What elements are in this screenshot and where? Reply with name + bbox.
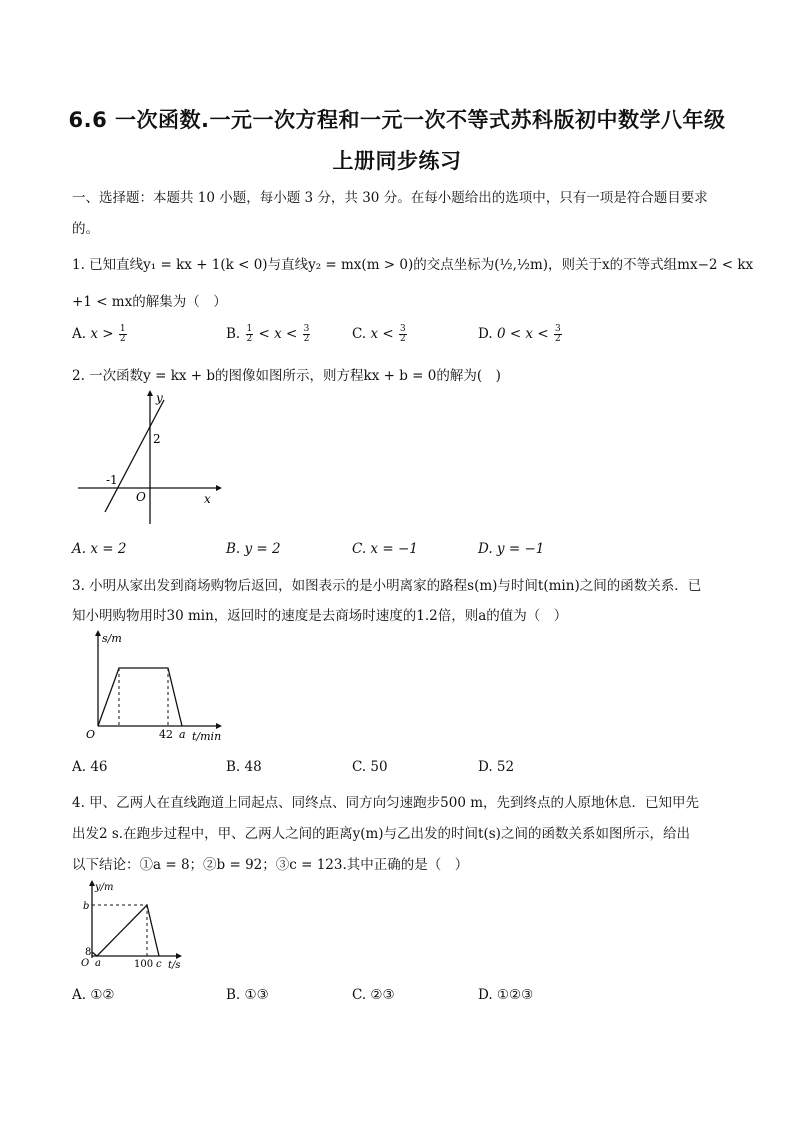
q4-stem-line2: 出发2 s.在跑步过程中，甲、乙两人之间的距离y(m)与乙出发的时间t(s)之间的函数关系如图所示，给出 (72, 826, 690, 842)
q4-100-label: 100 (134, 959, 154, 970)
q2-figure (72, 390, 222, 530)
q4-b-label: b (83, 901, 90, 912)
q1-option-b[interactable] (226, 325, 311, 344)
q3-option-b[interactable]: B. 48 (226, 759, 262, 775)
q2-option-a[interactable]: A. x = 2 (72, 541, 127, 557)
q3-s-label: s/m (102, 632, 122, 645)
section-instruction-line2: 的。 (72, 221, 99, 237)
q4-t-label: t/s (168, 960, 181, 971)
q1-option-d-label: D. (478, 326, 493, 342)
q1-option-a-fraction: $\frac{1}{2}$ (119, 324, 126, 344)
q4-c-label: c (156, 959, 162, 970)
section-instruction-line1: 一、选择题：本题共 10 小题，每小题 3 分，共 30 分。在每小题给出的选项中，只有一项是符合题目要求 (72, 190, 708, 206)
q1-option-c-text: x < (370, 326, 394, 342)
q1-option-c-label: C. (352, 326, 367, 342)
q3-function-line (98, 668, 182, 726)
q2-option-c[interactable]: C. x = −1 (352, 541, 418, 557)
q3-t-axis-arrow (216, 723, 222, 729)
q1-option-d[interactable] (478, 325, 563, 344)
q2-x-label: x (204, 492, 211, 506)
q4-a-label: a (95, 958, 101, 969)
q1-option-b-text: < x < (258, 326, 298, 342)
q1-option-b-label: B. (226, 326, 241, 342)
q3-origin-label: O (86, 728, 96, 741)
q2-y-axis-arrow (147, 390, 153, 396)
q4-stem-line3: 以下结论：①a = 8；②b = 92；③c = 123.其中正确的是（ ） (72, 857, 469, 873)
q1-option-d-fraction: $\frac{3}{2}$ (554, 324, 561, 344)
q3-42-label: 42 (159, 728, 173, 741)
q2-origin-label: O (136, 490, 146, 504)
q1-stem-line2: +1 < mx的解集为（ ） (72, 294, 227, 310)
q2-intercept-y-label: 2 (153, 432, 161, 446)
page-title-line1: 6.6 一次函数.一元一次方程和一元一次不等式苏科版初中数学八年级 (68, 108, 726, 132)
q3-t-label: t/min (192, 730, 222, 743)
q4-origin-label: O (81, 958, 90, 969)
q4-stem-line1: 4. 甲、乙两人在直线跑道上同起点、同终点、同方向匀速跑步500 m，先到终点的人原地休息．已知甲先 (72, 795, 700, 811)
q4-figure (72, 876, 192, 974)
q4-function-line (92, 905, 159, 956)
q2-option-d[interactable]: D. y = −1 (478, 541, 545, 557)
q2-intercept-x-label: -1 (106, 473, 118, 487)
q1-option-b-fraction-high: $\frac{3}{2}$ (303, 324, 310, 344)
q2-stem-line1: 2. 一次函数y = kx + b的图像如图所示，则方程kx + b = 0的解为( ) (72, 368, 501, 384)
q1-stem-line1: 1. 已知直线y₁ = kx + 1(k < 0)与直线y₂ = mx(m > 0)的交点坐标为(½,½m)，则关于x的不等式组mx−2 < kx (72, 257, 754, 273)
q2-y-label: y (156, 391, 163, 405)
q3-s-axis-arrow (95, 630, 101, 636)
q1-option-b-fraction-low: $\frac{1}{2}$ (246, 324, 253, 344)
q2-function-line (105, 400, 164, 512)
q3-figure (72, 628, 232, 748)
q1-option-a-label: A. (72, 326, 87, 342)
q3-option-d[interactable]: D. 52 (478, 759, 515, 775)
page-title-line2: 上册同步练习 (332, 149, 462, 173)
q2-option-b[interactable]: B. y = 2 (226, 541, 281, 557)
q3-a-label: a (179, 728, 186, 741)
q3-stem-line2: 知小明购物用时30 min，返回时的速度是去商场时速度的1.2倍，则a的值为（ ） (72, 608, 568, 624)
q1-option-c-fraction: $\frac{3}{2}$ (399, 324, 406, 344)
q4-option-b[interactable]: B. ①③ (226, 987, 269, 1003)
q3-stem-line1: 3. 小明从家出发到商场购物后返回，如图表示的是小明离家的路程s(m)与时间t(min)之间的函数关系．已 (72, 578, 702, 594)
q4-option-a[interactable]: A. ①② (72, 987, 115, 1003)
q1-option-a-text: x > (90, 326, 114, 342)
q4-option-d[interactable]: D. ①②③ (478, 987, 534, 1003)
q4-option-c[interactable]: C. ②③ (352, 987, 395, 1003)
q2-x-axis-arrow (216, 485, 222, 491)
q1-option-d-text: 0 < x < (496, 326, 549, 342)
q1-option-a[interactable] (72, 325, 128, 344)
q4-t-axis-arrow (176, 953, 182, 959)
q3-option-a[interactable]: A. 46 (72, 759, 108, 775)
q1-option-c[interactable] (352, 325, 408, 344)
q4-8-label: 8 (85, 947, 92, 958)
q3-option-c[interactable]: C. 50 (352, 759, 388, 775)
q4-y-label: y/m (95, 882, 114, 893)
